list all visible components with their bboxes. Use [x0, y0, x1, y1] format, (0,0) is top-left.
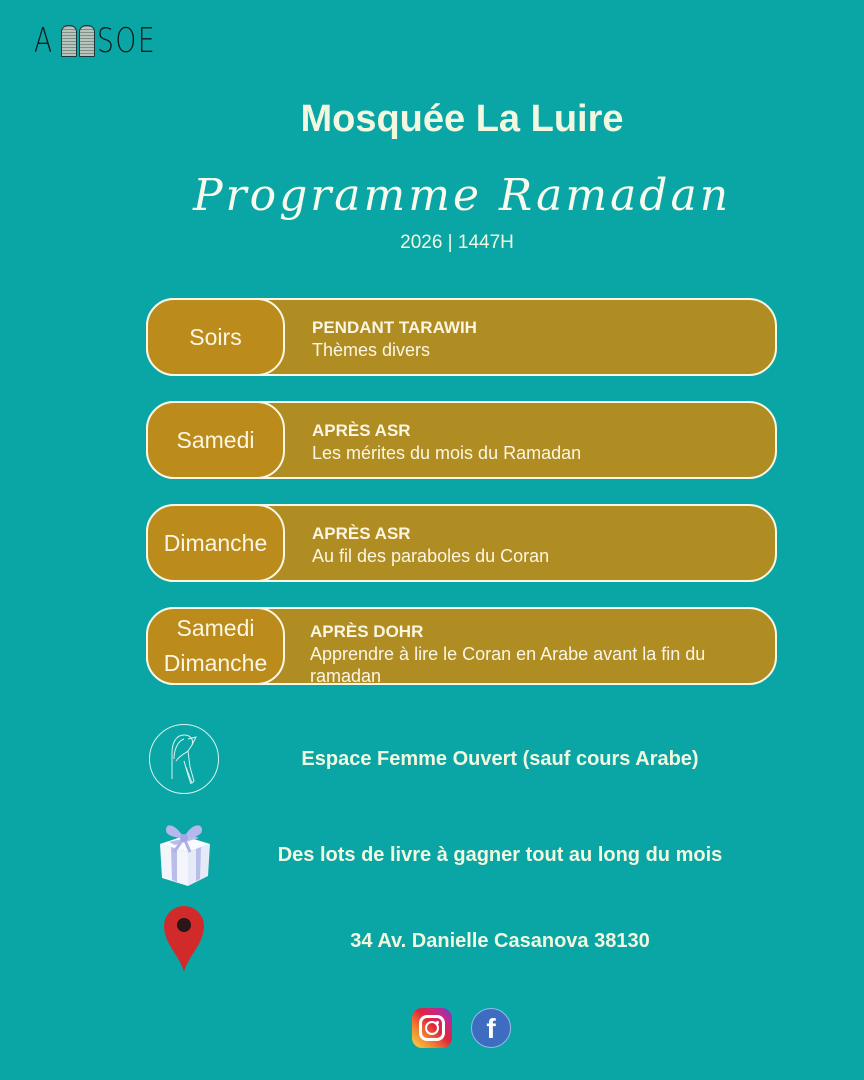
schedule-day-line: Samedi: [176, 615, 255, 641]
feature-women-space: [146, 722, 778, 796]
schedule-time: APRÈS DOHR: [310, 622, 424, 641]
logo: [34, 22, 173, 60]
schedule-day-line: Dimanche: [163, 650, 268, 676]
schedule-row: [146, 401, 777, 479]
schedule-topic: Apprendre à lire le Coran en Arabe avant la fin du ramadan: [310, 644, 706, 686]
schedule-topic: Les mérites du mois du Ramadan: [312, 443, 582, 463]
feature-text: Espace Femme Ouvert (sauf cours Arabe): [301, 748, 699, 770]
schedule-row: [146, 504, 777, 582]
page-subtitle: Programme Ramadan: [192, 170, 732, 221]
feature-text: 34 Av. Danielle Casanova 38130: [350, 930, 650, 952]
logo-text-left: A: [34, 21, 54, 61]
feature-book-prizes: [146, 815, 778, 895]
schedule-time: PENDANT TARAWIH: [312, 318, 477, 337]
schedule-day: Soirs: [146, 298, 285, 376]
page-title: Mosquée La Luire: [300, 98, 624, 140]
feature-address: [146, 905, 778, 977]
schedule-day: Dimanche: [146, 504, 285, 582]
gift-icon: [154, 818, 214, 893]
schedule-time: APRÈS ASR: [312, 421, 411, 440]
woman-hijab-icon: [149, 724, 219, 794]
map-pin-icon: [162, 904, 206, 979]
schedule-row: [146, 298, 777, 376]
schedule-topic: Thèmes divers: [312, 340, 431, 360]
facebook-icon[interactable]: f: [471, 1008, 511, 1048]
schedule-day: [146, 607, 285, 685]
schedule-day: Samedi: [146, 401, 285, 479]
feature-text: Des lots de livre à gagner tout au long du mois: [277, 844, 723, 866]
social-links: [412, 1008, 511, 1048]
logo-arch-icon: [61, 25, 95, 57]
schedule-time: APRÈS ASR: [312, 524, 411, 543]
logo-text-right: SOE: [97, 21, 157, 61]
year-label: 2026 | 1447H: [400, 232, 514, 253]
schedule-list: [146, 298, 777, 710]
schedule-row: [146, 607, 777, 685]
schedule-topic: Au fil des paraboles du Coran: [312, 546, 550, 566]
instagram-icon[interactable]: [412, 1008, 452, 1048]
